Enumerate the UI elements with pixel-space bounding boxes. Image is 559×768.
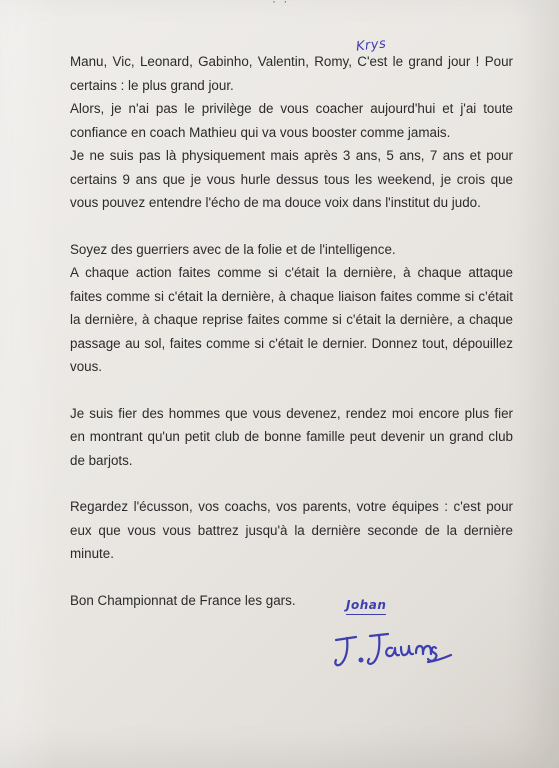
signature-image — [330, 622, 455, 672]
line-presence: Je ne suis pas là physiquement mais après 3 ans, 5 ans, 7 ans et pour certains 9 ans que je vous hurle dessus tous les weekend, je crois que vous pouvez entendre l'écho de ma douce voix dans l'institut du judo. — [70, 148, 513, 210]
line-coach: Alors, je n'ai pas le privilège de vous coacher aujourd'hui et j'ai toute confiance en coach Mathieu qui va vous booster comme jamais. — [70, 101, 513, 140]
line-crest: Regardez l'écusson, vos coachs, vos parents, votre équipes : c'est pour eux que vous vous battrez jusqu'à la dernière seconde de la dernière minute. — [70, 499, 513, 561]
line-warriors: Soyez des guerriers avec de la folie et de l'intelligence. — [70, 241, 396, 257]
header-mark: · · — [272, 0, 290, 8]
handwritten-name-johan: Johan — [346, 598, 387, 612]
paragraph-2 — [70, 238, 513, 379]
line-greeting: Manu, Vic, Leonard, Gabinho, Valentin, Romy, C'est le grand jour ! Pour certains : le plus grand jour. — [70, 54, 513, 93]
handwritten-annotation-krys: Krys — [355, 36, 388, 55]
paragraph-4 — [70, 495, 513, 566]
line-each-action: A chaque action faites comme si c'était la dernière, à chaque attaque faites comme si c'était la dernière, à chaque liaison faites comme si c'était la dernière, à chaque reprise faites comme si c'était la dernière, a chaque passage au sol, faites comme si c'était le dernier. Donnez tout, dépouillez vous. — [70, 265, 513, 374]
line-proud: Je suis fier des hommes que vous devenez, rendez moi encore plus fier en montrant qu'un petit club de bonne famille peut devenir un grand club de barjots. — [70, 405, 513, 468]
name-underline — [346, 614, 386, 615]
paragraph-3 — [70, 402, 513, 473]
paper-fold-shade — [0, 0, 60, 768]
paragraph-1 — [70, 50, 513, 215]
letter-body — [70, 50, 513, 612]
closing-line: Bon Championnat de France les gars. — [70, 592, 296, 608]
